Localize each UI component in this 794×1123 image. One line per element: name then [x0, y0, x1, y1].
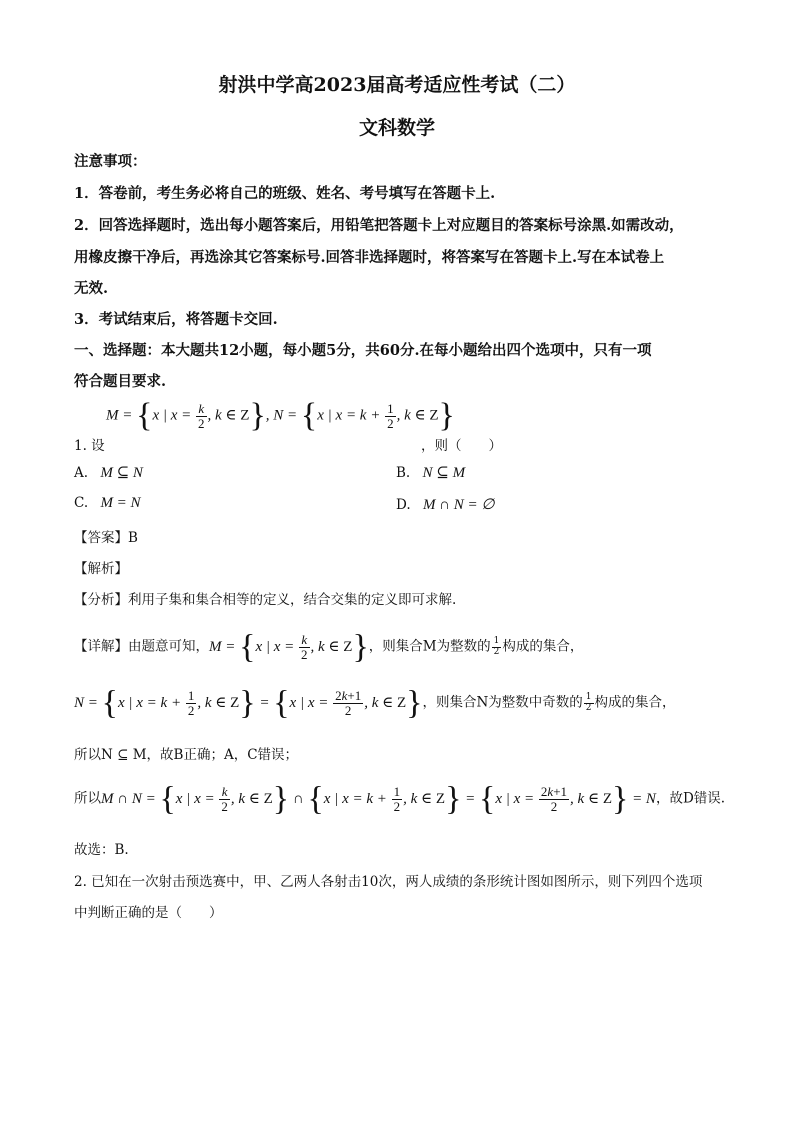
q1-conclusion-2-end: ，故D错误. [655, 790, 726, 807]
section-heading-line-2: 符合题目要求. [74, 373, 167, 390]
q1-choose: 故选：B. [74, 842, 129, 858]
q1-conclusion-1: 所以N ⊆ M，故B正确；A，C错误； [74, 747, 299, 763]
q2-line-1: 2. 已知在一次射击预选赛中，甲、乙两人各射击10次，两人成绩的条形统计图如图所示，则下列四个选项 [74, 874, 703, 890]
q1-option-c-label: C. [74, 495, 89, 511]
q1-conclusion-2-prefix: 所以 [74, 790, 101, 807]
q1-option-c [74, 495, 141, 512]
notice-item-1: 1．答卷前，考生务必将自己的班级、姓名、考号填写在答题卡上. [74, 185, 496, 202]
q1-question-tail: ，则（ ） [421, 438, 502, 454]
q1-answer: 【答案】B [74, 530, 138, 546]
q1-option-a [74, 463, 143, 482]
q1-detail-2-tail: ，则集合N为整数中奇数的 [422, 694, 583, 711]
notice-item-3: 3．考试结束后，将答题卡交回. [74, 311, 278, 328]
q1-option-d-text: M ∩ N = ∅ [422, 497, 495, 513]
exam-title: 射洪中学高2023届高考适应性考试（二） [218, 74, 576, 96]
q1-conclusion-2: 所以M ∩ N = {x | x = $\frac{k}{2}$ , k ∈ Z} ∩ {x | x = k + $\frac{1}{2}$ , k ∈ Z} = {x | x = $\frac{2k+1}{2}$ , k ∈ Z} = N，故D错误. [74, 780, 726, 818]
q2-line-2: 中判断正确的是（ ） [74, 905, 223, 921]
q1-option-b [396, 463, 465, 482]
section-heading-line-1: 一、选择题：本大题共12小题，每小题5分，共60分.在每小题给出四个选项中，只有一项 [74, 342, 652, 359]
q1-analysis: 【分析】利用子集和集合相等的定义，结合交集的定义即可求解. [74, 592, 457, 608]
q1-option-a-text: M ⊆ N [100, 465, 143, 481]
exam-subtitle: 文科数学 [358, 117, 435, 139]
q1-detail-1-end: 构成的集合， [502, 638, 584, 655]
q1-analysis-heading: 【解析】 [74, 561, 128, 577]
q1-detail-2-end: 构成的集合， [594, 694, 676, 711]
q1-detail-1-tail: ，则集合M为整数的 [368, 638, 491, 655]
q1-detail-prefix: 【详解】由题意可知， [74, 638, 209, 655]
notice-item-2-line-3: 无效. [74, 280, 109, 297]
q1-option-b-text: N ⊆ M [422, 465, 466, 481]
q1-option-a-label: A. [74, 465, 89, 481]
q1-option-d [396, 495, 494, 514]
q1-number: 1. 设 [74, 438, 105, 454]
notice-item-2-line-2: 用橡皮擦干净后，再选涂其它答案标号.回答非选择题时，将答案写在答题卡上.写在本试卷上 [74, 249, 665, 266]
notice-heading: 注意事项： [74, 153, 147, 170]
q1-detail-line-1: 【详解】由题意可知，M = {x | x = $\frac{k}{2}$ , k ∈ Z}，则集合M为整数的 $\frac{1}{2}$ 构成的集合， [74, 628, 584, 666]
q1-option-b-label: B. [396, 465, 411, 481]
q1-option-c-text: M = N [100, 495, 141, 511]
q1-set-definitions: M = {x | x = $\frac{k}{2}$ , k ∈ Z}, N = {x | x = k + $\frac{1}{2}$ , k ∈ Z} [106, 397, 455, 435]
q1-detail-line-2: N = {x | x = k + $\frac{1}{2}$ , k ∈ Z} = {x | x = $\frac{2k+1}{2}$ , k ∈ Z}，则集合N为整数中奇数的 $\frac{1}{2}$ 构成的集合， [74, 684, 676, 722]
q1-option-d-label: D. [396, 497, 411, 513]
notice-item-2-line-1: 2．回答选择题时，选出每小题答案后，用铅笔把答题卡上对应题目的答案标号涂黑.如需改动， [74, 217, 684, 234]
